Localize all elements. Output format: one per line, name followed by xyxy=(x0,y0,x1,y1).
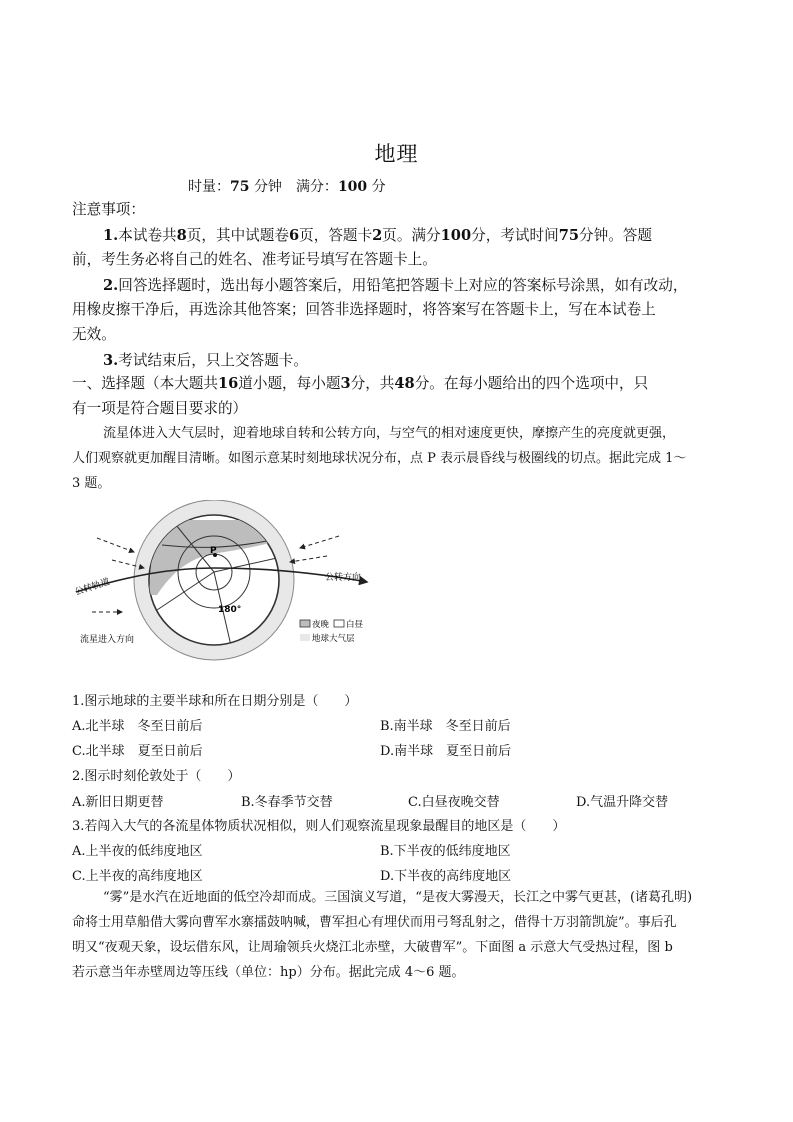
passage-1-line-2: 人们观察就更加醒目清晰。如图示意某时刻地球状况分布，点 P 表示晨昏线与极圈线的切点。据此完成 1～ xyxy=(72,451,687,466)
label-meteor: 流星进入方向 xyxy=(80,635,135,645)
question-3-option-a: A.上半夜的低纬度地区 xyxy=(72,844,203,859)
notice-item-2-cont2: 无效。 xyxy=(72,326,116,343)
question-1-option-a: A.北半球 冬至日前后 xyxy=(72,719,203,734)
score-label: 满分： xyxy=(295,179,338,195)
legend xyxy=(300,619,364,644)
time-value: 75 xyxy=(230,179,250,195)
legend-day-label: 白昼 xyxy=(346,620,364,630)
legend-night-swatch xyxy=(300,620,310,627)
earth-figure xyxy=(72,500,372,680)
passage-2-line-2: 命将士用草船借大雾向曹军水寨擂鼓呐喊，曹军担心有埋伏而用弓弩乱射之，借得十万羽箭凯旋”。事后孔 xyxy=(72,915,677,930)
question-3-option-d: D.下半夜的高纬度地区 xyxy=(380,869,512,884)
question-3-option-c: C.上半夜的高纬度地区 xyxy=(72,869,203,884)
question-2-option-a: A.新旧日期更替 xyxy=(72,795,164,810)
notice-heading: 注意事项： xyxy=(72,201,145,218)
question-1-option-c: C.北半球 夏至日前后 xyxy=(72,744,203,759)
notice-item-3: 3.考试结束后，只上交答题卡。 xyxy=(103,352,308,369)
earth-diagram xyxy=(72,500,372,680)
notice-item-1: 1.本试卷共8页，其中试题卷6页，答题卡2页。满分100分，考试时间75分钟。答题 xyxy=(103,227,652,244)
legend-night-label: 夜晚 xyxy=(312,620,330,630)
question-1-option-b: B.南半球 冬至日前后 xyxy=(380,719,511,734)
legend-atmos-label: 地球大气层 xyxy=(312,634,355,644)
question-2-option-b: B.冬春季节交替 xyxy=(241,795,333,810)
time-label: 时量： xyxy=(188,179,230,195)
question-2-option-d: D.气温升降交替 xyxy=(576,795,669,810)
question-1-stem: 1.图示地球的主要半球和所在日期分别是（ ） xyxy=(72,694,358,709)
question-2-stem: 2.图示时刻伦敦处于（ ） xyxy=(72,769,241,784)
section-heading: 一、选择题（本大题共16道小题，每小题3分，共48分。在每小题给出的四个选项中，只 xyxy=(72,375,649,392)
score-unit: 分 xyxy=(371,179,386,195)
legend-day-swatch xyxy=(334,620,344,627)
passage-2-line-3: 明又“夜观天象，设坛借东风，让周瑜领兵火烧江北赤壁，大破曹军”。下面图 a 示意大气受热过程，图 b xyxy=(72,940,673,955)
passage-2-line-1: “雾”是水汽在近地面的低空冷却而成。三国演义写道，“是夜大雾漫天，长江之中雾气更甚，(诸葛孔明) xyxy=(103,890,693,905)
notice-item-2: 2.回答选择题时，选出每小题答案后，用铅笔把答题卡上对应的答案标号涂黑，如有改动， xyxy=(103,277,688,294)
section-heading-cont: 有一项是符合题目要求的） xyxy=(72,400,248,417)
exam-meta xyxy=(188,176,386,196)
label-orbit: 公转轨道 xyxy=(73,577,112,598)
passage-1-line-3: 3 题。 xyxy=(72,476,111,491)
notice-item-2-cont: 用橡皮擦干净后，再选涂其他答案；回答非选择题时，将答案写在答题卡上，写在本试卷上 xyxy=(72,301,656,318)
question-3-stem: 3.若闯入大气的各流星体物质状况相似，则人们观察流星现象最醒目的地区是（ ） xyxy=(72,819,566,834)
page-title: 地理 xyxy=(374,142,419,166)
question-1-option-d: D.南半球 夏至日前后 xyxy=(380,744,512,759)
time-unit: 分钟 xyxy=(253,179,282,195)
notice-item-1-cont: 前，考生务必将自己的姓名、准考证号填写在答题卡上。 xyxy=(72,251,437,268)
label-180: 180° xyxy=(218,605,242,615)
question-3-option-b: B.下半夜的低纬度地区 xyxy=(380,844,511,859)
label-p: P xyxy=(210,546,217,556)
question-2-option-c: C.白昼夜晚交替 xyxy=(408,795,500,810)
passage-2-line-4: 若示意当年赤壁周边等压线（单位：hp）分布。据此完成 4～6 题。 xyxy=(72,965,465,980)
passage-1-line-1: 流星体进入大气层时，迎着地球自转和公转方向，与空气的相对速度更快，摩擦产生的亮度就更强， xyxy=(103,426,676,441)
label-direction: 公转方向 xyxy=(325,573,362,583)
score-value: 100 xyxy=(337,179,368,195)
legend-atmos-swatch xyxy=(300,634,310,641)
